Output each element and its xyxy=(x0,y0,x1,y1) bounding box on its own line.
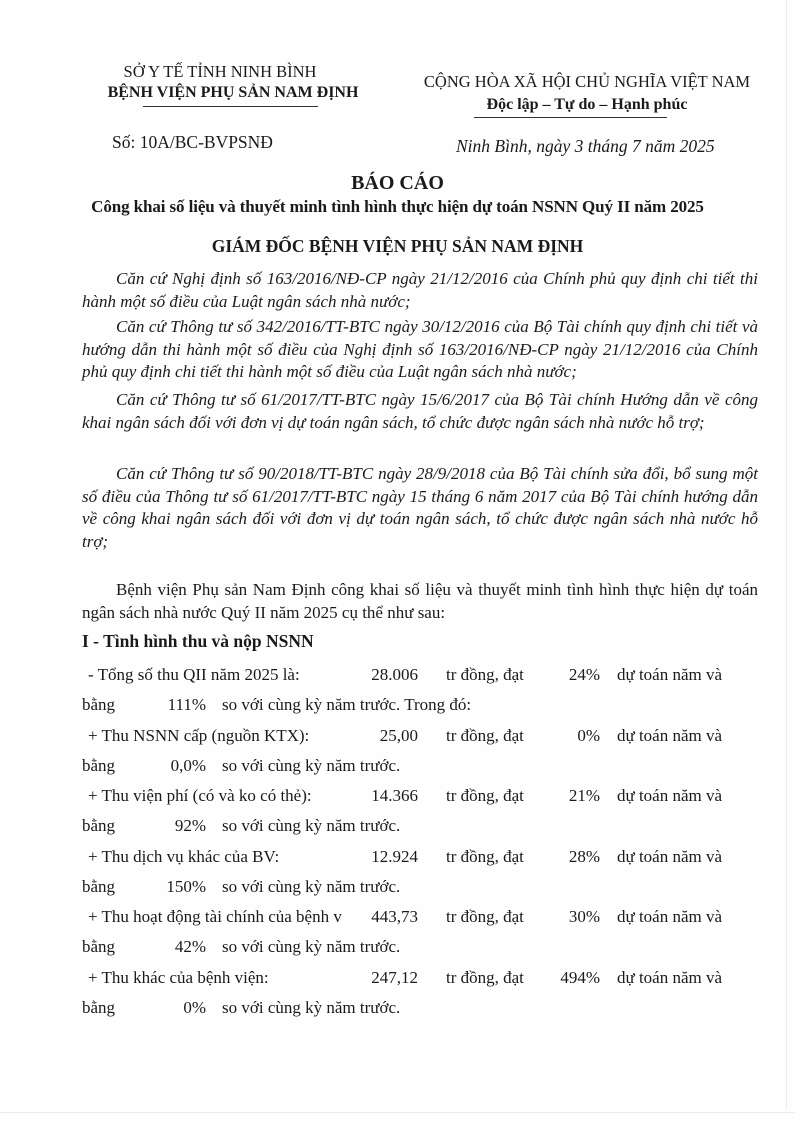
divider xyxy=(474,117,667,118)
intro-paragraph xyxy=(82,579,758,624)
yoy-text: so với cùng kỳ năm trước. Trong đó: xyxy=(222,695,472,714)
bang-text: bằng xyxy=(82,876,116,896)
legal-basis-paragraph xyxy=(82,389,758,434)
legal-basis-paragraph xyxy=(82,463,758,553)
divider xyxy=(143,106,318,107)
legal-basis-text: Căn cứ Nghị định số 163/2016/NĐ-CP ngày 21/12/2016 của Chính phủ quy định chi tiết thi hành một số điều của Luật ngân sách nhà nước; xyxy=(82,269,758,311)
legal-basis-text: Căn cứ Thông tư số 61/2017/TT-BTC ngày 15/6/2017 của Bộ Tài chính Hướng dẫn về công khai ngân sách đối với đơn vị dự toán ngân sách, tổ chức được ngân sách nhà nước hỗ trợ; xyxy=(82,390,758,432)
yoy-text: so với cùng kỳ năm trước. xyxy=(222,755,401,775)
plan-percent: 24% xyxy=(568,665,600,684)
revenue-line-plan xyxy=(0,968,795,992)
report-subtitle: Công khai số liệu và thuyết minh tình hình thực hiện dự toán NSNN Quý II năm 2025 xyxy=(91,197,704,216)
plan-percent: 0% xyxy=(577,725,600,745)
bang-text: bằng xyxy=(82,755,116,775)
page-edge xyxy=(0,1112,795,1113)
plan-text: dự toán năm và xyxy=(617,967,723,987)
unit-text: tr đồng, đạt xyxy=(446,846,524,866)
legal-basis-text: Căn cứ Thông tư số 90/2018/TT-BTC ngày 28/9/2018 của Bộ Tài chính sửa đổi, bổ sung một số điều của Thông tư số 61/2017/TT-BTC ngày 15 tháng 6 năm 2017 của Bộ Tài chính hướng dẫn về công khai ngân sách đối với đơn vị dự toán ngân sách, tổ chức được ngân sách nhà nước hỗ trợ; xyxy=(82,464,758,551)
country-name: CỘNG HÒA XÃ HỘI CHỦ NGHĨA VIỆT NAM xyxy=(423,72,751,91)
document-number: Số: 10A/BC-BVPSNĐ xyxy=(112,132,273,152)
revenue-amount: 12.924 xyxy=(371,846,418,866)
revenue-line-yoy xyxy=(0,756,795,780)
bang-text: bằng xyxy=(82,997,116,1017)
plan-text: dự toán năm và xyxy=(617,725,723,745)
revenue-amount: 247,12 xyxy=(371,967,418,987)
revenue-line-plan xyxy=(0,907,795,931)
revenue-amount: 25,00 xyxy=(379,725,418,745)
revenue-label: + Thu viện phí (có và ko có thẻ): xyxy=(88,786,312,805)
revenue-label: + Thu khác của bệnh viện: xyxy=(88,967,269,987)
revenue-line-plan xyxy=(0,847,795,871)
revenue-line-yoy xyxy=(0,877,795,901)
yoy-percent: 42% xyxy=(174,937,206,956)
revenue-label: + Thu hoạt động tài chính của bệnh v xyxy=(88,907,342,926)
revenue-line-yoy xyxy=(0,816,795,840)
legal-basis-text: Căn cứ Thông tư số 342/2016/TT-BTC ngày 30/12/2016 của Bộ Tài chính quy định chi tiết và hướng dẫn thi hành một số điều của Nghị định số 163/2016/NĐ-CP ngày 21/12/2016 của Chính phủ quy định chi tiết thi hành một số điều của Luật ngân sách nhà nước; xyxy=(82,317,758,381)
yoy-text: so với cùng kỳ năm trước. xyxy=(222,816,401,835)
revenue-line-yoy xyxy=(0,695,795,719)
unit-text: tr đồng, đạt xyxy=(446,665,524,684)
revenue-amount: 28.006 xyxy=(371,665,418,684)
revenue-label: - Tổng số thu QII năm 2025 là: xyxy=(88,665,300,684)
yoy-text: so với cùng kỳ năm trước. xyxy=(222,876,401,896)
unit-text: tr đồng, đạt xyxy=(446,907,524,926)
report-title: BÁO CÁO xyxy=(351,172,444,194)
plan-text: dự toán năm và xyxy=(617,846,723,866)
plan-text: dự toán năm và xyxy=(617,786,723,805)
yoy-percent: 0,0% xyxy=(170,755,206,775)
yoy-percent: 92% xyxy=(174,816,206,835)
revenue-line-plan xyxy=(0,726,795,750)
plan-text: dự toán năm và xyxy=(617,907,723,926)
unit-text: tr đồng, đạt xyxy=(446,967,524,987)
revenue-amount: 443,73 xyxy=(371,907,418,926)
revenue-line-yoy xyxy=(0,998,795,1022)
plan-percent: 494% xyxy=(560,967,600,987)
intro-text: Bệnh viện Phụ sản Nam Định công khai số liệu và thuyết minh tình hình thực hiện dự toán ngân sách nhà nước Quý II năm 2025 cụ thể như sau: xyxy=(82,580,758,622)
revenue-amount: 14.366 xyxy=(371,786,418,805)
revenue-line-plan xyxy=(0,665,795,689)
report-issuer: GIÁM ĐỐC BỆNH VIỆN PHỤ SẢN NAM ĐỊNH xyxy=(211,236,584,256)
bang-text: bằng xyxy=(82,937,116,956)
plan-percent: 28% xyxy=(568,846,600,866)
national-motto: Độc lập – Tự do – Hạnh phúc xyxy=(486,96,688,113)
plan-text: dự toán năm và xyxy=(617,665,723,684)
plan-percent: 21% xyxy=(568,786,600,805)
unit-text: tr đồng, đạt xyxy=(446,786,524,805)
revenue-line-plan xyxy=(0,786,795,810)
legal-basis-paragraph xyxy=(82,268,758,313)
bang-text: bằng xyxy=(82,695,116,714)
department-name: SỞ Y TẾ TỈNH NINH BÌNH xyxy=(123,62,317,81)
yoy-percent: 111% xyxy=(167,695,206,714)
section-heading: I - Tình hình thu và nộp NSNN xyxy=(82,631,314,651)
unit-text: tr đồng, đạt xyxy=(446,725,524,745)
place-date: Ninh Bình, ngày 3 tháng 7 năm 2025 xyxy=(456,136,715,156)
yoy-percent: 0% xyxy=(183,997,206,1017)
legal-basis-paragraph xyxy=(82,316,758,384)
bang-text: bằng xyxy=(82,816,116,835)
hospital-name: BỆNH VIỆN PHỤ SẢN NAM ĐỊNH xyxy=(107,84,359,101)
plan-percent: 30% xyxy=(568,907,600,926)
revenue-line-yoy xyxy=(0,937,795,961)
revenue-label: + Thu dịch vụ khác của BV: xyxy=(88,846,280,866)
yoy-percent: 150% xyxy=(166,876,206,896)
revenue-label: + Thu NSNN cấp (nguồn KTX): xyxy=(88,725,310,745)
yoy-text: so với cùng kỳ năm trước. xyxy=(222,997,401,1017)
yoy-text: so với cùng kỳ năm trước. xyxy=(222,937,401,956)
